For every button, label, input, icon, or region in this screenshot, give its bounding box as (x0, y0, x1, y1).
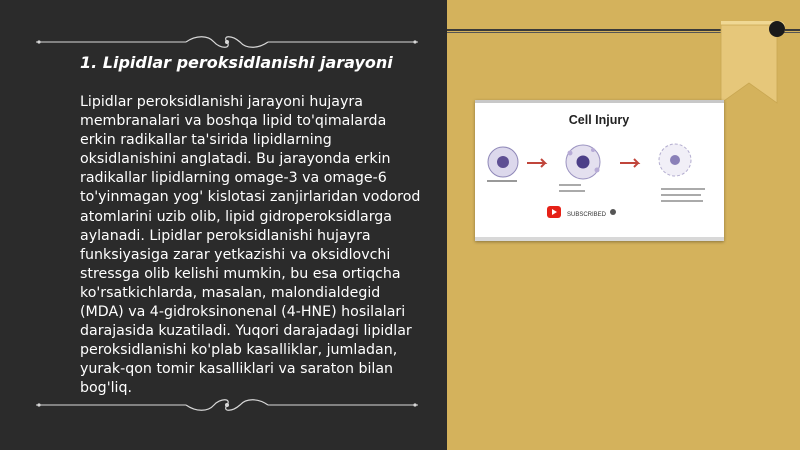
cell-injury-image (475, 100, 724, 241)
cell-injury-diagram (475, 100, 724, 241)
image-title: Cell Injury (568, 113, 630, 127)
bookmark-ribbon-icon (717, 17, 787, 107)
ornament-flourish-icon (36, 398, 418, 412)
slide-body-text: Lipidlar peroksidlanishi jarayoni hujayra membranalari va boshqa lipid to'qimalarda erkin radikallar ta'sirida lipidlarning oksidlanishini anglatadi. Bu jarayonda erkin radikallar lipidlarning omage-3 va omage-6 to'yinmagan yog' kislotasi zanjirlaridan vodorod atomlarini uzib olib, lipid gidroperoksidlarga aylanadi. Lipidlar peroksidlanishi hujayra funksiyasiga zarar yetkazishi va oksidlovchi stressga olib kelishi mumkin, bu esa ortiqcha ko'rsatkichlarda, masalan, malondialdegid (MDA) va 4-gidroksinonenal (4-HNE) hosilalari darajasida kuzatiladi. Yuqori darajadagi lipidlar peroksidlanishi ko'plab kasalliklar, jumladan, yurak-qon tomir kasalliklari va saraton bilan bog'liq. (80, 94, 421, 397)
slide-title: 1. Lipidlar peroksidlanishi jarayoni (80, 53, 393, 72)
ornament-flourish-icon (36, 35, 418, 49)
subscribe-label: SUBSCRIBED (567, 212, 607, 218)
